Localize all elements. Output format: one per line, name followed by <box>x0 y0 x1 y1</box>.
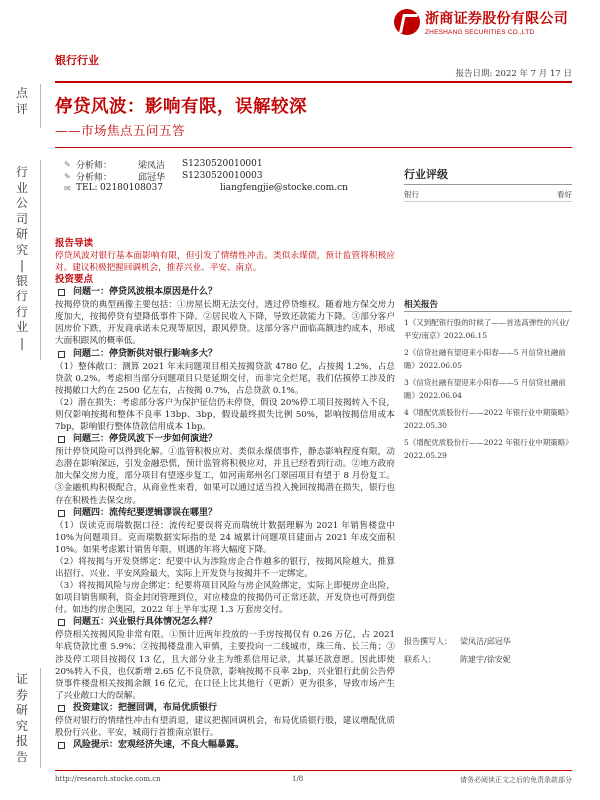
side-label-mid <box>14 165 30 351</box>
question-text: 投资建议：把握回调，布局优质银行 <box>73 702 218 713</box>
side-char: | <box>19 258 25 272</box>
answer-paragraph: （1）整体敞口：测算 2021 年末问题项目相关按揭贷款 4780 亿，占按揭 1.2%，占总贷款 0.2%。考虑相当部分问题项目只是延期交付，而非完全烂尾，我们估摸停工涉及的按揭敞口大约在 2500 亿左右，占按揭 0.7%，占总贷款 0.1%。 <box>55 361 395 396</box>
checkbox-icon <box>58 351 65 358</box>
related-report-link[interactable]: 4《增配优质股份行——2022 年银行业中期策略》2022.05.30 <box>404 407 573 430</box>
tel-label: TEL: <box>76 183 98 193</box>
analyst-row <box>64 158 348 170</box>
answer-paragraph: 预计停贷风险可以得到化解。①监管积极应对。类似永煤债事件，静态影响程度有限，动态潜在影响深远，引发金融恐慌，预计监管将积极应对，并且已经看到行动。②地方政府加大保交房力度，部分项目有望逐步复工，如河南郑州名门翠园项目有望于 8 月份复工。③金融机构积极配合，从商业性来看，如果可以通过适当投入挽回按揭潜在损失，银行也存在积极性去保交房。 <box>55 447 395 506</box>
side-char: 银 <box>15 273 28 288</box>
checkbox-icon <box>58 510 65 517</box>
footer-url-link[interactable]: http://research.stocke.com.cn <box>55 775 161 783</box>
footer-disclaimer: 请务必阅读正文之后的免责条款部分 <box>460 776 572 784</box>
related-report-link[interactable]: 1《又到配银行股的时候了——首选高弹性的兴业/平安/南京》2022.06.15 <box>404 318 569 341</box>
reporter-value: 梁凤洁/邱冠华 <box>460 637 511 646</box>
side-char: 行 <box>15 165 28 179</box>
side-divider <box>40 160 41 360</box>
checkbox-icon <box>58 289 65 296</box>
side-char: | <box>19 335 25 350</box>
invest-heading <box>55 702 395 715</box>
side-char: 行 <box>15 289 28 303</box>
side-char: 告 <box>15 749 28 764</box>
answer-paragraph: （1）误读克而瑞数据口径：流传纪要误将克而瑞统计数据理解为 2021 年销售楼盘中 10%为问题项目。克而瑞数据实际指的是 24 城累计问题项目建面占 2021 年成交面积 10%。如果考虑累计销售年限，则遇的年将大幅度下降。 <box>55 520 395 555</box>
contact-block <box>404 633 511 669</box>
rating-title: 行业评级 <box>404 168 448 181</box>
related-list <box>404 316 574 466</box>
rating-industry: 银行 <box>404 190 419 199</box>
industry-label: 银行行业 <box>55 54 99 67</box>
question-heading <box>55 286 395 299</box>
question-text: 问题四：流传纪要逻辑谬误在哪里？ <box>73 507 218 518</box>
side-char: 点 <box>15 86 28 100</box>
answer-paragraph: 停贷相关按揭风险非常有限。①预计近两年投放的一手房按揭仅有 0.26 万亿，占 2021 年底贷款比重 5.9%；②按揭楼盘准入审慎，主要投向一二线城市，珠三角、长三角；③涉及停工项目按揭仅 13 亿，且大部分业主为维系信用记录，其暴还款意愿。因此即使 20%转入不良，也仅新增 2.65 亿不良贷款，影响按揭不良率 2bp，兴业银行此前公告停贷事件楼盘相关按揭余额 16 亿元，在口径上比其他行（更新）更为很多，导致市场产生了兴业敞口大的误解。 <box>55 630 395 701</box>
guide-text: 停贷风波对银行基本面影响有限，但引发了情绪性冲击。类似永煤债，预计监管将积极应对。建议积极把握回调机会，推荐兴业、平安、南京。 <box>55 251 395 274</box>
footer-divider <box>55 770 572 771</box>
tel-row <box>64 182 348 194</box>
side-char: 券 <box>15 687 28 702</box>
related-report-link[interactable]: 5《增配优质股份行——2022 年银行业中期策略》2022.05.29 <box>404 437 573 460</box>
company-name-en: ZHESHANG SECURITIES CO.,LTD <box>425 29 535 36</box>
report-title: 停贷风波：影响有限，误解较深 <box>55 97 307 117</box>
analyst-name: 邱冠华 <box>138 172 166 183</box>
related-report-link[interactable]: 2《信贷社融有望迎来小阳春——5 月信贷社融前瞻》2022.06.05 <box>404 347 566 371</box>
page-number: 1/8 <box>292 775 304 783</box>
report-date <box>456 67 572 79</box>
header-divider <box>55 81 572 83</box>
side-char: 究 <box>15 718 28 733</box>
side-divider <box>40 668 41 768</box>
checkbox-icon <box>58 705 65 712</box>
answer-paragraph: （3）将按揭风险与房企绑定：纪要将项目风险与房企风险绑定，实际上即便房企出险，如项目销售顺利，资金封闭管理到位，对应楼盘的按揭仍可正常还款，开发贷也可得到偿付。如违约房企奥园，2022 年上半年实现 1.3 万套房交付。 <box>55 581 395 616</box>
question-heading <box>55 433 395 446</box>
question-text: 问题五：兴业银行具体情况怎么样？ <box>73 617 218 628</box>
side-char: 评 <box>15 101 28 116</box>
side-char: 究 <box>15 242 28 257</box>
question-text: 问题三：停贷风波下一步如何演进？ <box>73 434 218 445</box>
side-char: 业 <box>15 320 28 334</box>
reporter-label: 报告撰写人： <box>404 637 452 646</box>
pen-icon: ✎ <box>64 159 71 169</box>
side-char: 报 <box>15 734 28 748</box>
rating-divider <box>404 201 572 202</box>
side-char: 证 <box>15 672 28 686</box>
mail-icon: ✉ <box>64 183 71 193</box>
side-divider <box>40 84 41 128</box>
analyst-cert: S1230520010001 <box>182 159 263 169</box>
side-char: 公 <box>15 196 28 210</box>
analyst-block <box>64 158 348 194</box>
report-subtitle: ——市场焦点五问五答 <box>55 123 186 138</box>
analyst-name: 梁凤洁 <box>138 160 166 171</box>
question-text: 问题一：停贷风波根本原因是什么？ <box>73 287 218 298</box>
pen-icon: ✎ <box>64 171 71 181</box>
report-date-label: 报告日期: <box>455 69 493 79</box>
contact-label: 联系人： <box>404 655 436 664</box>
side-char: 研 <box>15 227 28 241</box>
answer-paragraph: （2）将按揭与开发贷绑定：纪要中认为涉险房企合作越多的银行，按揭风险越大，推算出招行、兴业、平安风险最大，实际上开发贷与按揭并不一定绑定。 <box>55 556 395 579</box>
checkbox-icon <box>58 436 65 443</box>
invest-paragraph: 停贷对银行的情绪性冲击有望消退，建议把握回调机会，布局优质银行股，建议增配优质股份行兴业、平安，城商行首推南京银行。 <box>55 715 395 738</box>
contact-value: 陈建宇/徐安妮 <box>460 655 511 664</box>
analyst-role: 分析师： <box>76 160 113 171</box>
side-char: 研 <box>15 703 28 717</box>
contact-row <box>404 651 511 669</box>
title-divider <box>55 147 572 148</box>
question-heading <box>55 616 395 629</box>
side-label-bottom <box>14 672 30 765</box>
risk-heading <box>55 739 395 752</box>
email-link[interactable]: liangfengjie@stocke.com.cn <box>220 183 348 193</box>
question-text: 问题二：停贷断供对银行影响多大？ <box>73 348 218 359</box>
side-char: 业 <box>15 180 28 195</box>
answer-paragraph: （2）潜在损失：考虑部分客户为保护征信仍未停贷，假设 20%停工项目按揭转入不良，则仅影响按揭和整体不良率 13bp、3bp，假设最终损失比例 50%，影响按揭信用成本 7bp，影响银行整体贷款信用成本 1bp。 <box>55 397 395 433</box>
checkbox-icon <box>58 742 65 749</box>
reporter-row <box>404 633 511 651</box>
rating-value: 看好 <box>557 190 572 199</box>
related-title: 相关报告 <box>404 300 439 310</box>
side-label-top <box>14 86 30 117</box>
company-logo <box>394 8 568 36</box>
question-text: 风险提示：宏观经济失速，不良大幅暴露。 <box>73 740 245 751</box>
logo-mark-icon <box>394 9 420 35</box>
side-char: 行 <box>15 304 28 319</box>
question-heading <box>55 348 395 361</box>
analyst-cert: S1230520010003 <box>182 171 263 181</box>
checkbox-icon <box>58 619 65 626</box>
analyst-role: 分析师： <box>76 172 113 183</box>
side-char: 司 <box>15 211 28 226</box>
question-heading <box>55 507 395 520</box>
report-body <box>55 238 395 752</box>
points-title: 投资要点 <box>55 274 94 286</box>
guide-title: 报告导读 <box>55 238 94 249</box>
tel-number: 02180108037 <box>100 183 163 193</box>
related-report-link[interactable]: 3《信贷社融有望迎来小阳春——5 月信贷社融前瞻》2022.06.04 <box>404 377 566 401</box>
rating-row <box>404 189 572 200</box>
report-date-value: 2022 年 7 月 17 日 <box>495 69 572 79</box>
rating-divider <box>404 184 572 185</box>
answer-paragraph: 按揭停贷的典型画像主要包括：①房屋长期无法交付，透过停贷维权。随着地方保交房力度加大，按揭停贷有望降低事件下降。②居民收入下降，导致还款能力下降。③部分客户因房价下跌，开发商承诺未兑现等原因，跟风停贷。这部分客户面临高额违约成本，形成大面积跟风的概率低。 <box>55 300 395 347</box>
analyst-row <box>64 170 348 182</box>
related-divider <box>404 311 572 312</box>
company-name-cn: 浙商证券股份有限公司 <box>425 11 568 27</box>
